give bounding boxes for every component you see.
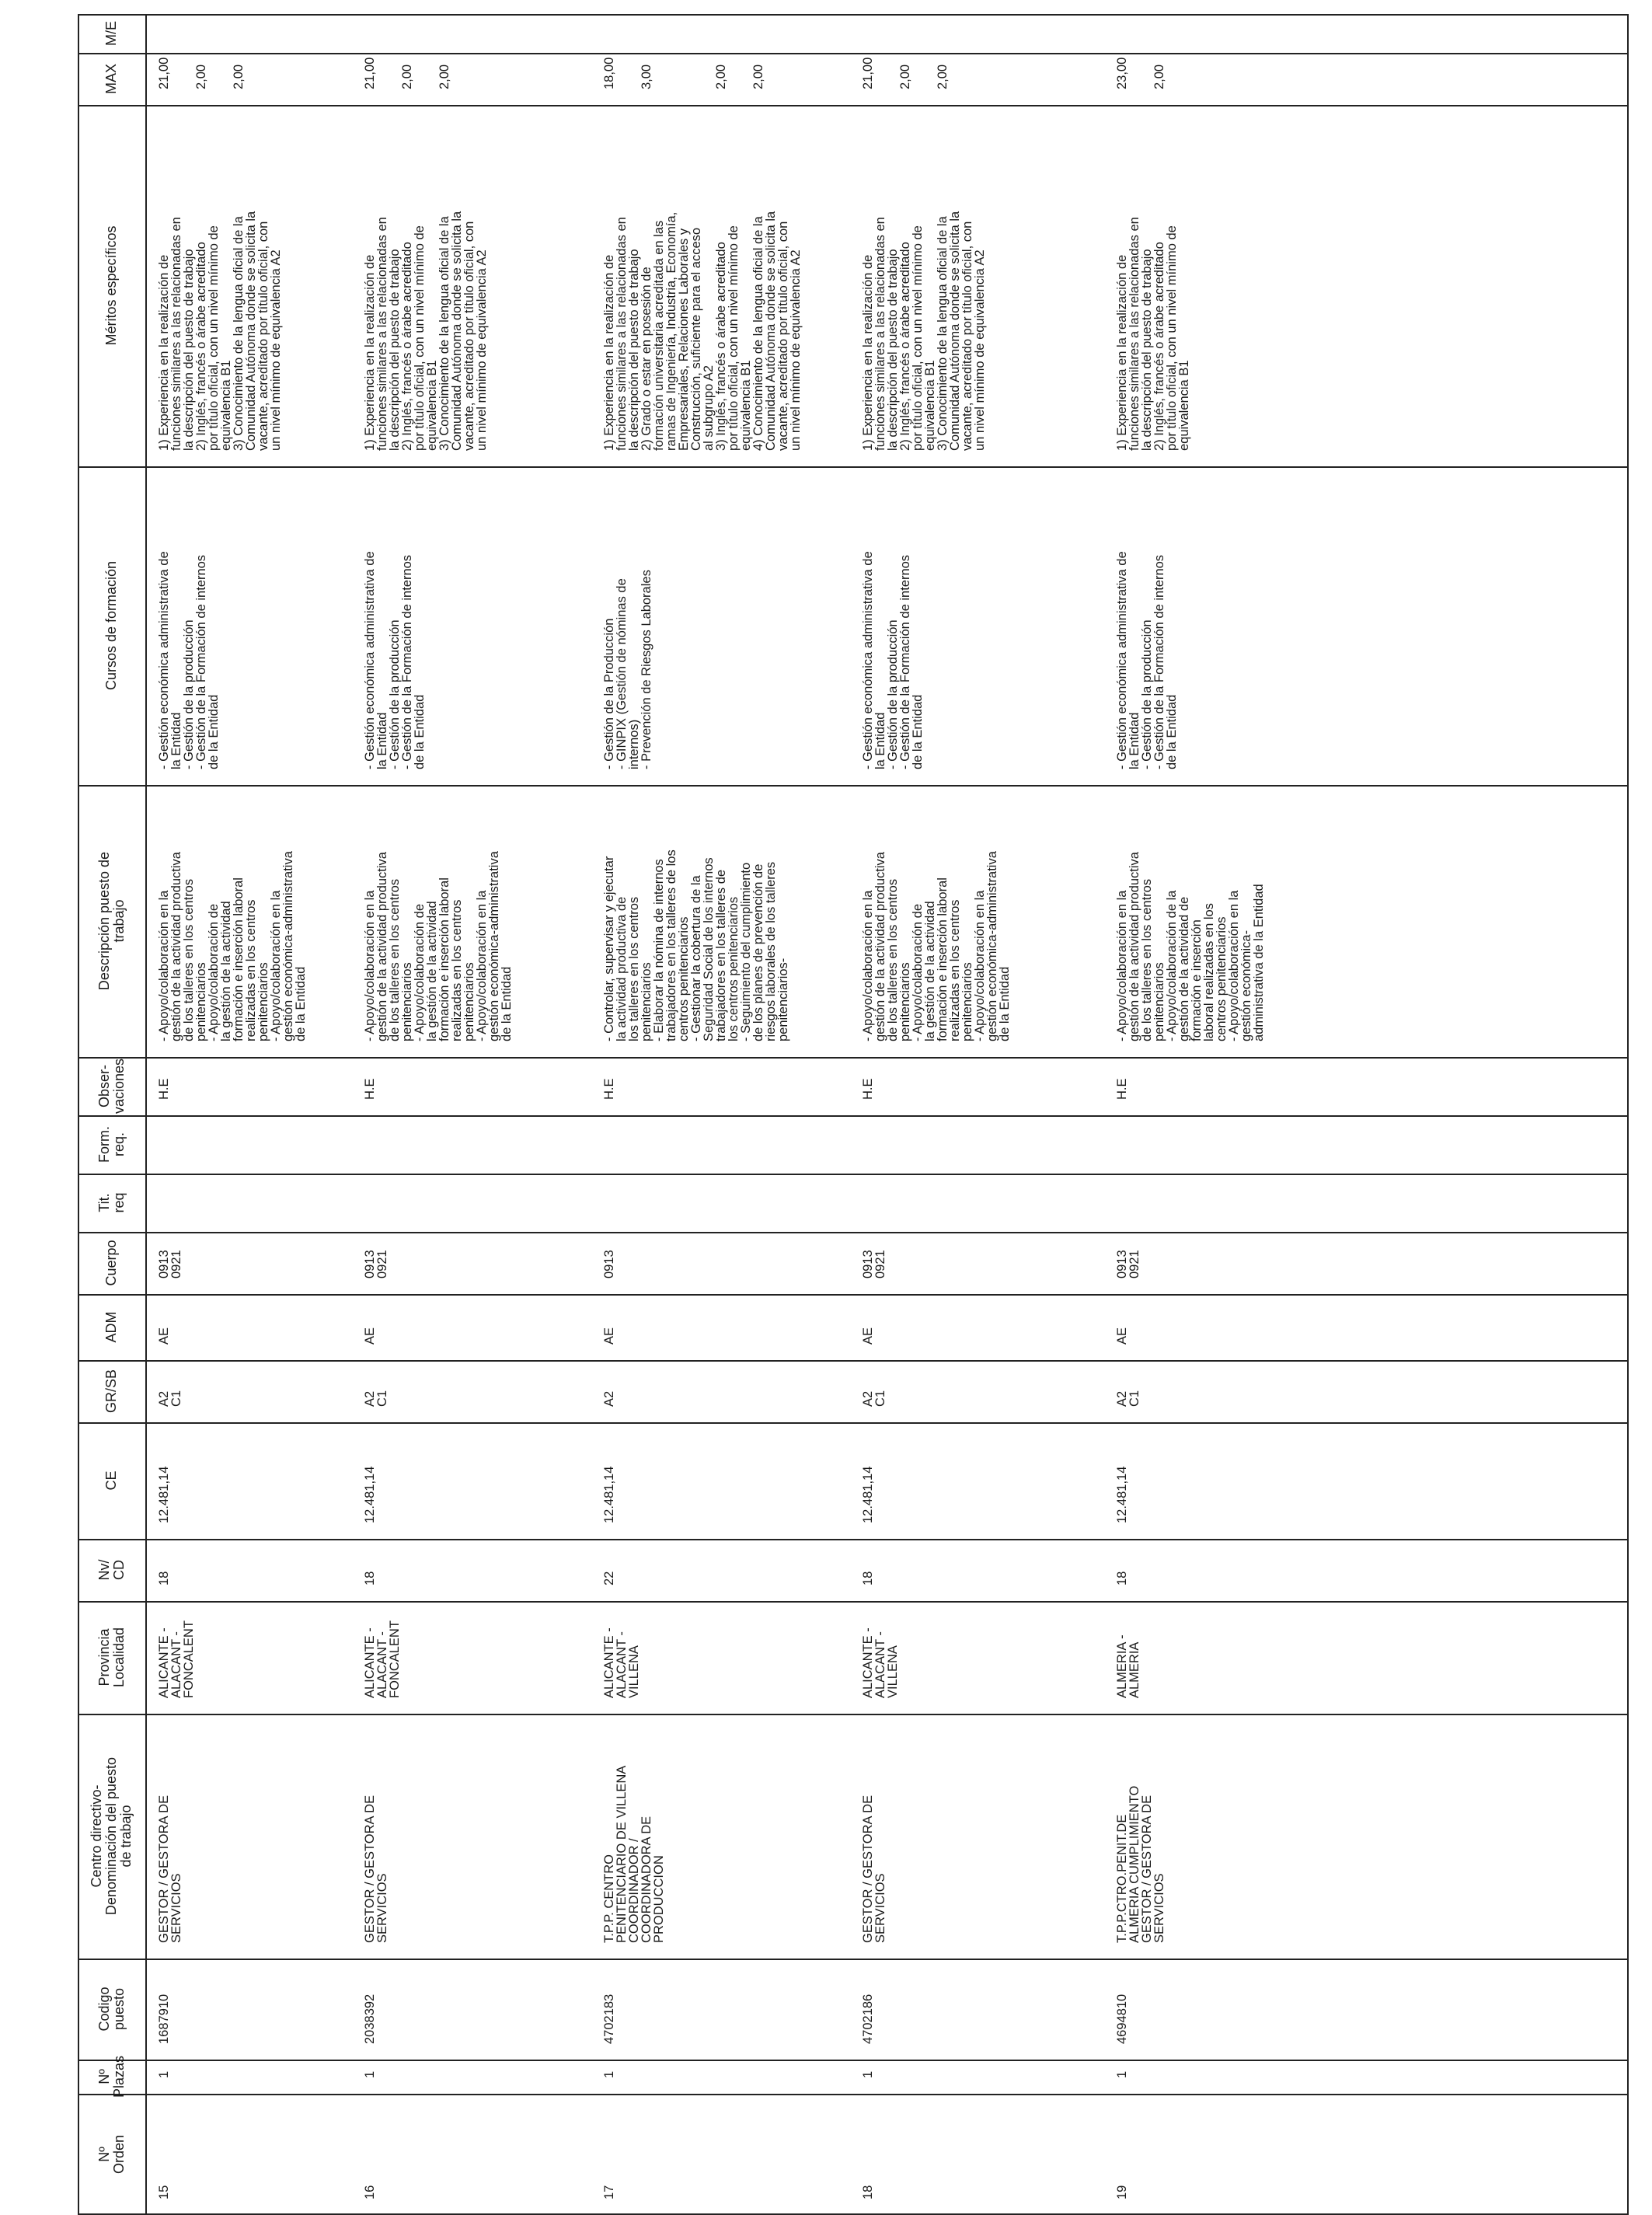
row-15-obs: H.E [157, 1078, 171, 1100]
row-18-obs: H.E [861, 1078, 875, 1100]
row-15-codigo: 1687910 [157, 1994, 171, 2044]
column-separator-tit [78, 1232, 1629, 1233]
row-17-me-cell [600, 17, 846, 42]
header-codigo-label [78, 1959, 145, 2060]
row-19-cuerpo-cell [1113, 1235, 1364, 1283]
row-17-descripcion-cell [600, 788, 846, 1046]
row-16-form [364, 1123, 586, 1158]
row-15-cursos-cell [155, 469, 348, 774]
row-16-grsb: A2 C1 [363, 1390, 389, 1407]
row-17-cursos: - Gestión de la Producción - GINPIX (Gestión de nóminas de internos) - Prevención de Riesgos Laborales [602, 570, 653, 769]
column-separator-me [78, 53, 1629, 54]
row-17-form [603, 1123, 845, 1158]
row-19-meritos: 1) Experiencia en la realización de funciones similares a las relacionadas en la descripción del puesto de trabajo 2) Inglés, francés o árabe acreditado por título oficial, con un nivel mínimo de equivalencia B1 [1115, 217, 1191, 451]
header-grsb-cell [78, 1360, 145, 1422]
row-15-ce-cell [155, 1425, 348, 1528]
row-17-cursos-cell [600, 469, 846, 774]
row-16-adm-cell [361, 1297, 587, 1349]
header-meritos-cell [78, 105, 145, 466]
table-border-right [1627, 14, 1629, 2213]
column-separator-descripcion [78, 1057, 1629, 1059]
header-ce-label [78, 1422, 145, 1539]
row-17-tit-cell [600, 1177, 846, 1221]
row-19-ce: 12.481,14 [1115, 1466, 1129, 1523]
row-18-adm: AE [861, 1327, 875, 1345]
row-16-me [364, 22, 586, 37]
row-18-tit [862, 1181, 1099, 1216]
row-19-orden: 19 [1115, 2185, 1129, 2199]
header-ce-cell [78, 1422, 145, 1539]
row-18-obs-cell [859, 1060, 1100, 1104]
header-tit-cell [78, 1174, 145, 1232]
row-17-descripcion: - Controlar, supervisar y ejecutar la actividad productiva de los talleres en los centros penitenciarios - Elaborar la nómina de internos trabajadores en los talleres de los centros penitenciarios - Gestionar la cobertura de la Seguridad Social de los internos trabajadores en los talleres de los centros penitenciarios - Seguimiento del cumplimiento de los planes de prevención de riesgos laborales de los talleres penitenciarios- [602, 849, 790, 1041]
row-18-ce-cell [859, 1425, 1100, 1528]
header-cursos-cell [78, 466, 145, 785]
row-15-grsb-cell [155, 1363, 348, 1411]
row-18-adm-cell [859, 1297, 1100, 1349]
row-19-provincia: ALMERIA - ALMERIA [1115, 1634, 1141, 1698]
header-codigo-cell [78, 1959, 145, 2060]
row-18-meritos-cell [859, 108, 1100, 455]
row-17-centro-cell [600, 1717, 846, 1948]
row-15-plazas-cell [155, 2063, 348, 2083]
row-15-cursos: - Gestión económica administrativa de la Entidad - Gestión de la producción - Gestión de la Formación de internos de la Entidad [157, 551, 221, 769]
row-16-me-cell [361, 17, 587, 42]
row-18-form [862, 1123, 1099, 1158]
row-15-tit-cell [155, 1177, 348, 1221]
row-15-me-cell [155, 17, 348, 42]
row-15-provincia-cell [155, 1604, 348, 1703]
header-separator [145, 14, 147, 2213]
row-16-descripcion-cell [361, 788, 587, 1046]
row-16-meritos-cell [361, 108, 587, 455]
header-max-label [78, 53, 145, 105]
row-17-meritos: 1) Experiencia en la realización de funciones similares a las relacionadas en la descripción del puesto de trabajo 2) Grado o estar en posesión de formación universitaria acreditada en las ramas de Ingeniería, Industria, Economía, Empresariales, Relaciones Laborales y Construcción, suficiente para el acceso al subgrupo A2 3) Inglés, francés o árabe acreditado por título oficial, con un nivel mínimo de equivalencia B1 4) Conocimiento de la lengua oficial de la Comunidad Autónoma donde se solicita la vacante, acreditado por título oficial, con un nivel mínimo de equivalencia A2 [602, 211, 803, 451]
row-15-codigo-cell [155, 1962, 348, 2049]
row-18-max: 21,00 2,00 2,00 [861, 57, 950, 89]
row-16-form-cell [361, 1118, 587, 1163]
header-tit: Tit. req [96, 1192, 127, 1213]
row-18-provincia-cell [859, 1604, 1100, 1703]
row-18-grsb: A2 C1 [861, 1390, 887, 1407]
row-17-cuerpo-cell [600, 1235, 846, 1283]
row-16-nivel-cell [361, 1542, 587, 1590]
row-15-descripcion: - Apoyo/colaboración en la gestión de la actividad productiva de los talleres en los centros penitenciarios - Apoyo/colaboración de la gestión de la actividad formación e inserción laboral realizadas en los centros penitenciarios - Apoyo/colaboración en la gestión económica-administrativa de la Entidad [157, 851, 308, 1041]
row-15-cuerpo: 0913 0921 [157, 1250, 183, 1278]
column-separator-codigo [78, 2060, 1629, 2061]
row-17-ce: 12.481,14 [602, 1466, 616, 1523]
row-18-descripcion-cell [859, 788, 1100, 1046]
row-17-adm-cell [600, 1297, 846, 1349]
row-19-descripcion-cell [1113, 788, 1364, 1046]
header-cuerpo-cell [78, 1232, 145, 1294]
row-18-grsb-cell [859, 1363, 1100, 1411]
header-orden-label [78, 2094, 145, 2215]
row-19-plazas: 1 [1115, 2070, 1129, 2078]
row-17-provincia-cell [600, 1604, 846, 1703]
row-17-codigo-cell [600, 1962, 846, 2049]
row-16-ce-cell [361, 1425, 587, 1528]
row-16-grsb-cell [361, 1363, 587, 1411]
column-separator-plazas [78, 2094, 1629, 2095]
row-19-codigo-cell [1113, 1962, 1364, 2049]
header-provincia-cell [78, 1601, 145, 1714]
column-separator-provincia [78, 1714, 1629, 1715]
row-15-max-cell [155, 56, 348, 94]
header-cuerpo-label [78, 1232, 145, 1294]
header-adm-cell [78, 1294, 145, 1360]
row-15-adm-cell [155, 1297, 348, 1349]
header-obs-label [78, 1057, 145, 1115]
row-16-plazas-cell [361, 2063, 587, 2083]
row-18-me [862, 22, 1099, 37]
row-18-cuerpo: 0913 0921 [861, 1250, 887, 1278]
row-16-cursos-cell [361, 469, 587, 774]
row-18-cursos-cell [859, 469, 1100, 774]
column-separator-nivel [78, 1601, 1629, 1603]
row-17-provincia: ALICANTE - ALACANT - VILLENA [602, 1627, 641, 1698]
row-19-cuerpo: 0913 0921 [1115, 1250, 1141, 1278]
row-16-nivel: 18 [363, 1571, 377, 1585]
column-separator-obs [78, 1115, 1629, 1117]
row-17-form-cell [600, 1118, 846, 1163]
row-19-tit [1116, 1181, 1363, 1216]
row-18-form-cell [859, 1118, 1100, 1163]
header-obs-cell [78, 1057, 145, 1115]
row-19-orden-cell [1113, 2097, 1364, 2204]
row-15-centro: GESTOR / GESTORA DE SERVICIOS [157, 1795, 183, 1943]
row-19-codigo: 4694810 [1115, 1994, 1129, 2044]
row-15-meritos: 1) Experiencia en la realización de funciones similares a las relacionadas en la descripción del puesto de trabajo 2) Inglés, francés o árabe acreditado por título oficial, con un nivel mínimo de equivalencia B1 3) Conocimiento de la lengua oficial de la Comunidad Autónoma donde se solicita la vacante, acreditado por título oficial, con un nivel mínimo de equivalencia A2 [157, 211, 283, 451]
row-17-centro: T.P.P. CENTRO PENITENCIARIO DE VILLENA COORDINADOR / COORDINADORA DE PRODUCCION [602, 1765, 666, 1943]
column-separator-meritos [78, 466, 1629, 468]
row-19-centro: T.P.P.CTRO.PENIT.DE ALMERIA CUMPLIMIENTO GESTOR / GESTORA DE SERVICIOS [1115, 1785, 1166, 1943]
row-18-cursos: - Gestión económica administrativa de la Entidad - Gestión de la producción - Gestión de la Formación de internos de la Entidad [861, 551, 925, 769]
row-17-plazas: 1 [602, 2070, 616, 2078]
row-19-adm: AE [1115, 1327, 1129, 1345]
row-17-grsb-cell [600, 1363, 846, 1411]
row-15-meritos-cell [155, 108, 348, 455]
row-17-codigo: 4702183 [602, 1994, 616, 2044]
row-15-me [158, 22, 347, 37]
row-17-obs-cell [600, 1060, 846, 1104]
column-separator-ce [78, 1539, 1629, 1540]
row-18-codigo-cell [859, 1962, 1100, 2049]
header-me-cell [78, 14, 145, 53]
row-16-tit-cell [361, 1177, 587, 1221]
row-19-cursos-cell [1113, 469, 1364, 774]
header-adm: ADM [103, 1311, 119, 1343]
row-17-max-cell [600, 56, 846, 94]
row-18-descripcion: - Apoyo/colaboración en la gestión de la actividad productiva de los talleres en los centros penitenciarios - Apoyo/colaboración de la gestión de la actividad formación e inserción laboral realizadas en los centros penitenciarios - Apoyo/colaboración en la gestión económica-administrativa de la Entidad [861, 851, 1012, 1041]
row-17-orden-cell [600, 2097, 846, 2204]
row-16-obs-cell [361, 1060, 587, 1104]
row-15-form-cell [155, 1118, 348, 1163]
header-tit-label [78, 1174, 145, 1232]
row-15-orden: 15 [157, 2185, 171, 2199]
row-19-max: 23,00 2,00 [1115, 57, 1166, 89]
row-16-orden: 16 [363, 2185, 377, 2199]
header-descripcion: Descripción puesto de trabajo [96, 851, 127, 991]
header-cursos-label [78, 466, 145, 785]
header-plazas-label [78, 2055, 145, 2098]
header-plazas: Nº Plazas [96, 2055, 127, 2098]
header-cuerpo: Cuerpo [103, 1240, 119, 1286]
row-17-nivel: 22 [602, 1571, 616, 1585]
header-form-cell [78, 1115, 145, 1174]
header-orden-cell [78, 2094, 145, 2215]
header-provincia: Provincia Localidad [96, 1627, 127, 1688]
row-18-nivel-cell [859, 1542, 1100, 1590]
row-19-centro-cell [1113, 1717, 1364, 1948]
row-15-form [158, 1123, 347, 1158]
row-19-obs-cell [1113, 1060, 1364, 1104]
row-15-nivel: 18 [157, 1571, 171, 1585]
row-17-tit [603, 1181, 845, 1216]
row-18-orden: 18 [861, 2185, 875, 2199]
row-18-nivel: 18 [861, 1571, 875, 1585]
row-19-plazas-cell [1113, 2063, 1364, 2083]
row-16-cursos: - Gestión económica administrativa de la Entidad - Gestión de la producción - Gestión de la Formación de internos de la Entidad [363, 551, 427, 769]
row-19-tit-cell [1113, 1177, 1364, 1221]
header-centro: Centro directivo- Denominación del puesto de trabajo [89, 1756, 134, 1916]
row-17-nivel-cell [600, 1542, 846, 1590]
row-16-cuerpo-cell [361, 1235, 587, 1283]
row-15-grsb: A2 C1 [157, 1390, 183, 1407]
column-separator-cuerpo [78, 1294, 1629, 1296]
row-18-orden-cell [859, 2097, 1100, 2204]
row-19-nivel: 18 [1115, 1571, 1129, 1585]
row-18-tit-cell [859, 1177, 1100, 1221]
row-17-cuerpo: 0913 [602, 1250, 616, 1278]
row-19-adm-cell [1113, 1297, 1364, 1349]
header-nivel-cell [78, 1539, 145, 1601]
row-18-meritos: 1) Experiencia en la realización de funciones similares a las relacionadas en la descripción del puesto de trabajo 2) Inglés, francés o árabe acreditado por título oficial, con un nivel mínimo de equivalencia B1 3) Conocimiento de la lengua oficial de la Comunidad Autónoma donde se solicita la vacante, acreditado por título oficial, con un nivel mínimo de equivalencia A2 [861, 211, 987, 451]
row-15-ce: 12.481,14 [157, 1466, 171, 1523]
row-18-centro: GESTOR / GESTORA DE SERVICIOS [861, 1795, 887, 1943]
column-separator-form [78, 1174, 1629, 1175]
row-17-ce-cell [600, 1425, 846, 1528]
row-17-meritos-cell [600, 108, 846, 455]
table-border-top [78, 14, 1629, 16]
header-descripcion-label [78, 785, 145, 1057]
row-15-tit [158, 1181, 347, 1216]
header-form-label [78, 1115, 145, 1174]
row-17-obs: H.E [602, 1078, 616, 1100]
header-grsb-label [78, 1360, 145, 1422]
row-16-codigo-cell [361, 1962, 587, 2049]
row-18-ce: 12.481,14 [861, 1466, 875, 1523]
header-orden: Nº Orden [96, 2134, 127, 2175]
row-19-me-cell [1113, 17, 1364, 42]
header-provincia-label [78, 1601, 145, 1714]
row-16-max-cell [361, 56, 587, 94]
row-15-provincia: ALICANTE - ALACANT - FONCALENT [157, 1620, 196, 1698]
row-18-centro-cell [859, 1717, 1100, 1948]
row-15-nivel-cell [155, 1542, 348, 1590]
column-separator-cursos [78, 785, 1629, 787]
row-16-max: 21,00 2,00 2,00 [363, 57, 451, 89]
row-15-orden-cell [155, 2097, 348, 2204]
row-19-obs: H.E [1115, 1078, 1129, 1100]
header-obs: Obser- vaciones [96, 1058, 127, 1114]
header-centro-label [78, 1714, 145, 1959]
header-adm-label [78, 1294, 145, 1360]
row-18-plazas: 1 [861, 2070, 875, 2078]
column-separator-grsb [78, 1422, 1629, 1424]
row-15-max: 21,00 2,00 2,00 [157, 57, 246, 89]
row-16-centro-cell [361, 1717, 587, 1948]
row-16-obs: H.E [363, 1078, 377, 1100]
column-separator-centro [78, 1959, 1629, 1960]
header-meritos: Méritos específicos [103, 225, 119, 346]
header-nivel: Nv/ CD [96, 1559, 127, 1581]
row-16-cuerpo: 0913 0921 [363, 1250, 389, 1278]
row-16-adm: AE [363, 1327, 377, 1345]
row-16-orden-cell [361, 2097, 587, 2204]
row-15-centro-cell [155, 1717, 348, 1948]
row-18-me-cell [859, 17, 1100, 42]
row-15-adm: AE [157, 1327, 171, 1345]
row-19-descripcion: - Apoyo/colaboración en la gestión de la actividad productiva de los talleres en los centros penitenciarios - Apoyo/colaboración de la gestión de la actividad de formación e inserción laboral realizadas en los centros penitenciarios - Apoyo/colaboración en la gestión económica- administrativa de la Entidad [1115, 852, 1266, 1041]
header-max: MAX [103, 64, 119, 95]
row-19-max-cell [1113, 56, 1364, 94]
row-16-tit [364, 1181, 586, 1216]
column-separator-adm [78, 1360, 1629, 1362]
row-17-max: 18,00 3,00 2,00 2,00 [602, 57, 765, 89]
header-plazas-cell [78, 2055, 145, 2098]
header-max-cell [78, 53, 145, 105]
header-me: M/E [103, 21, 119, 47]
header-codigo: Codigo puesto [96, 1987, 127, 2032]
row-16-ce: 12.481,14 [363, 1466, 377, 1523]
row-16-codigo: 2038392 [363, 1994, 377, 2044]
row-16-provincia-cell [361, 1604, 587, 1703]
row-19-cursos: - Gestión económica administrativa de la Entidad - Gestión de la producción - Gestión de la Formación de internos de la Entidad [1115, 551, 1179, 769]
row-16-plazas: 1 [363, 2070, 377, 2078]
header-grsb: GR/SB [103, 1369, 119, 1414]
row-17-me [603, 22, 845, 37]
row-15-descripcion-cell [155, 788, 348, 1046]
row-16-centro: GESTOR / GESTORA DE SERVICIOS [363, 1795, 389, 1943]
column-separator-max [78, 105, 1629, 106]
row-16-meritos: 1) Experiencia en la realización de funciones similares a las relacionadas en la descripción del puesto de trabajo 2) Inglés, francés o árabe acreditado por título oficial, con un nivel mínimo de equivalencia B1 3) Conocimiento de la lengua oficial de la Comunidad Autónoma donde se solicita la vacante, acreditado por título oficial, con un nivel mínimo de equivalencia A2 [363, 211, 489, 451]
row-17-orden: 17 [602, 2185, 616, 2199]
header-ce: CE [103, 1470, 119, 1491]
row-15-obs-cell [155, 1060, 348, 1104]
header-cursos: Cursos de formación [103, 560, 119, 691]
row-19-grsb-cell [1113, 1363, 1364, 1411]
row-18-plazas-cell [859, 2063, 1100, 2083]
row-17-adm: AE [602, 1327, 616, 1345]
row-19-form-cell [1113, 1118, 1364, 1163]
row-19-form [1116, 1123, 1363, 1158]
row-17-plazas-cell [600, 2063, 846, 2083]
row-19-ce-cell [1113, 1425, 1364, 1528]
row-15-plazas: 1 [157, 2070, 171, 2078]
row-18-provincia: ALICANTE - ALACANT - VILLENA [861, 1627, 900, 1698]
header-meritos-label [78, 105, 145, 466]
row-19-me [1116, 22, 1363, 37]
row-18-cuerpo-cell [859, 1235, 1100, 1283]
row-17-grsb: A2 [602, 1390, 616, 1407]
row-19-meritos-cell [1113, 108, 1364, 455]
header-me-label [78, 14, 145, 53]
row-19-grsb: A2 C1 [1115, 1390, 1141, 1407]
header-form: Form. req. [96, 1126, 127, 1163]
row-19-nivel-cell [1113, 1542, 1364, 1590]
row-16-provincia: ALICANTE - ALACANT - FONCALENT [363, 1620, 402, 1698]
row-18-codigo: 4702186 [861, 1994, 875, 2044]
header-descripcion-cell [78, 785, 145, 1057]
header-nivel-label [78, 1539, 145, 1601]
row-16-descripcion: - Apoyo/colaboración en la gestión de la actividad productiva de los talleres en los centros penitenciarios - Apoyo/colaboración de la gestión de la actividad formación e inserción laboral realizadas en los centros penitenciarios - Apoyo/colaboración en la gestión económica-administrativa de la Entidad [363, 851, 514, 1041]
row-19-provincia-cell [1113, 1604, 1364, 1703]
row-18-max-cell [859, 56, 1100, 94]
header-centro-cell [78, 1714, 145, 1959]
row-15-cuerpo-cell [155, 1235, 348, 1283]
